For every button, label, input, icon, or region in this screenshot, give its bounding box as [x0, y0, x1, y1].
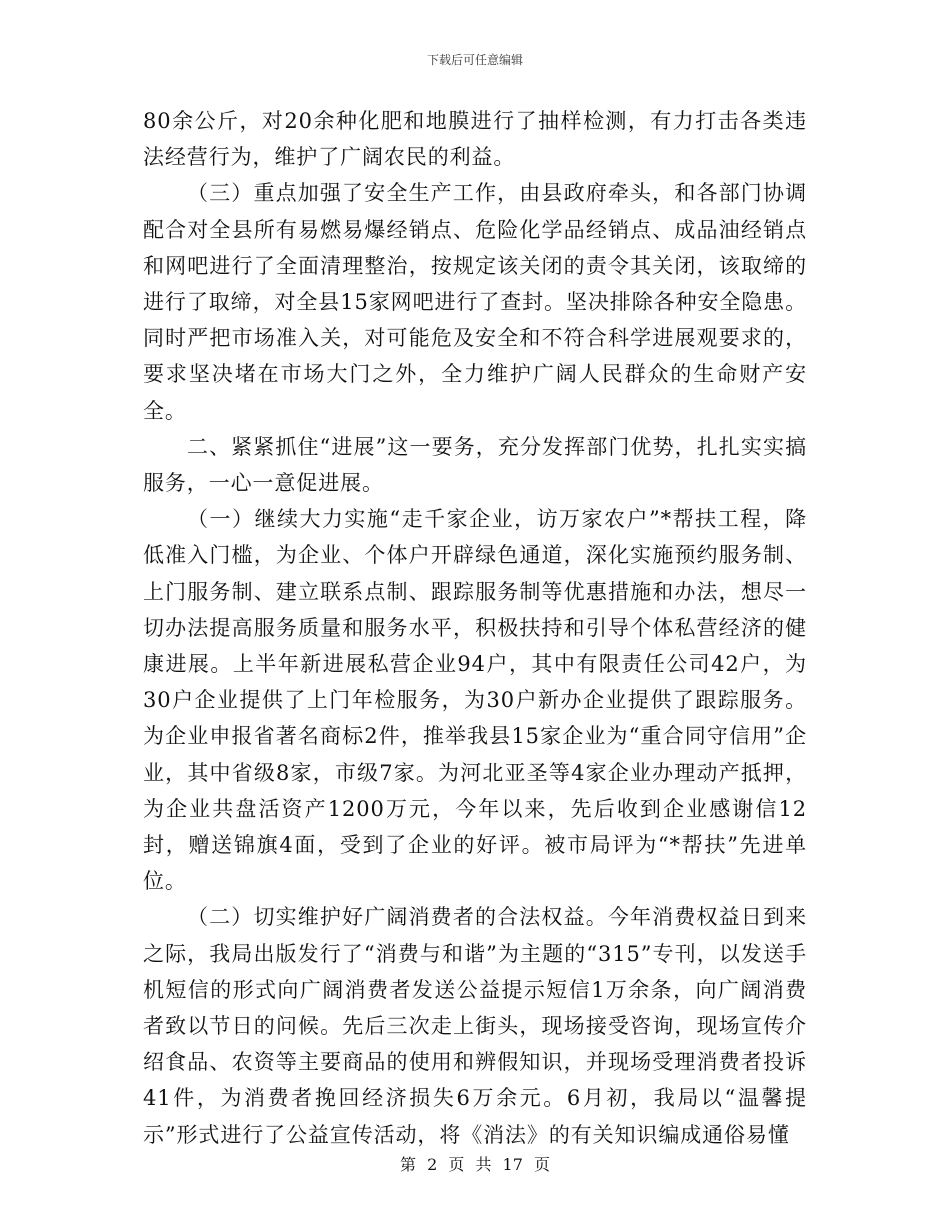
page-number-footer: 第 2 页 共 17 页: [400, 1155, 550, 1174]
document-body: [143, 103, 807, 1153]
paragraph-enterprise-support: （一）继续大力实施“走千家企业，访万家农户”*帮扶工程，降低准入门槛，为企业、个体户开辟绿色通道，深化实施预约服务制、上门服务制、建立联系点制、跟踪服务制等优惠措施和办法，想尽一切办法提高服务质量和服务水平，积极扶持和引导个体私营经济的健康进展。上半年新进展私营企业94户，其中有限责任公司42户，为30户企业提供了上门年检服务，为30户新办企业提供了跟踪服务。为企业申报省著名商标2件，推举我县15家企业为“重合同守信用”企业，其中省级8家，市级7家。为河北亚圣等4家企业办理动产抵押，为企业共盘活资产1200万元，今年以来，先后收到企业感谢信12封，赠送锦旗4面，受到了企业的好评。被市局评为“*帮扶”先进单位。: [143, 507, 807, 894]
paragraph-consumer-rights: （二）切实维护好广阔消费者的合法权益。今年消费权益日到来之际，我局出版发行了“消费与和谐”为主题的“315”专刊，以发送手机短信的形式向广阔消费者发送公益提示短信1万余条，向广阔消费者致以节日的问候。先后三次走上街头，现场接受咨询，现场宣传介绍食品、农资等主要商品的使用和辨假知识，并现场受理消费者投诉41件，为消费者挽回经济损失6万余元。6月初，我局以“温馨提示”形式进行了公益宣传活动，将《消法》的有关知识编成通俗易懂: [143, 905, 807, 1147]
page-header: 下载后可任意编辑: [426, 53, 523, 67]
paragraph-continuation: 80余公斤，对20余种化肥和地膜进行了抽样检测，有力打击各类违法经营行为，维护了广阔农民的利益。: [143, 109, 807, 170]
paragraph-safety-production: （三）重点加强了安全生产工作，由县政府牵头，和各部门协调配合对全县所有易燃易爆经销点、危险化学品经销点、成品油经销点和网吧进行了全面清理整治，按规定该关闭的责令其关闭，该取缔的进行了取缔，对全县15家网吧进行了查封。坚决排除各种安全隐患。同时严把市场准入关，对可能危及安全和不符合科学进展观要求的，要求坚决堵在市场大门之外，全力维护广阔人民群众的生命财产安全。: [143, 181, 807, 423]
paragraph-section-two-heading: 二、紧紧抓住“进展”这一要务，充分发挥部门优势，扎扎实实搞服务，一心一意促进展。: [143, 434, 807, 496]
